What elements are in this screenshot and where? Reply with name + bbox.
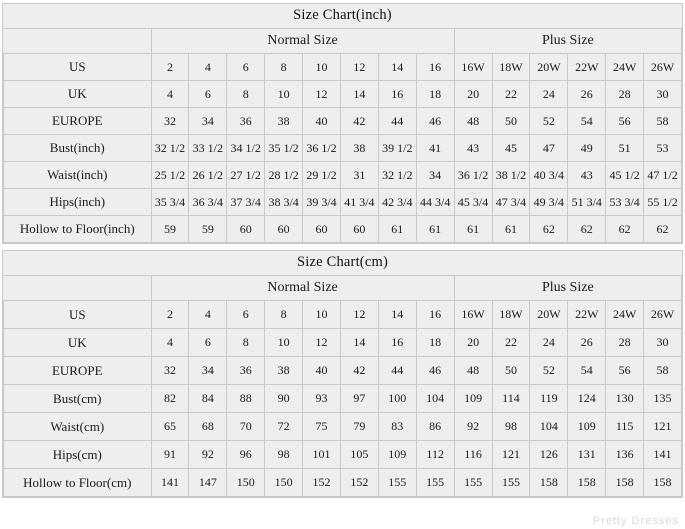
row-header: Hips(cm) bbox=[4, 441, 152, 469]
table-cell: 155 bbox=[378, 469, 416, 497]
table-cell: 131 bbox=[568, 441, 606, 469]
table-cell: 32 bbox=[151, 108, 189, 135]
table-cell: 119 bbox=[530, 385, 568, 413]
chart-title-inch: Size Chart(inch) bbox=[3, 4, 682, 28]
table-cell: 38 bbox=[265, 108, 303, 135]
group-header-row bbox=[4, 29, 682, 54]
table-cell: 52 bbox=[530, 108, 568, 135]
table-cell: 47 bbox=[530, 135, 568, 162]
table-row bbox=[4, 385, 682, 413]
table-cell: 32 bbox=[151, 357, 189, 385]
table-cell: 6 bbox=[189, 329, 227, 357]
table-cell: 101 bbox=[303, 441, 341, 469]
table-cell: 26W bbox=[644, 54, 682, 81]
table-cell: 20W bbox=[530, 54, 568, 81]
table-cell: 24W bbox=[606, 54, 644, 81]
table-cell: 54 bbox=[568, 108, 606, 135]
table-cell: 90 bbox=[265, 385, 303, 413]
table-cell: 158 bbox=[606, 469, 644, 497]
table-cell: 42 bbox=[340, 357, 378, 385]
table-cell: 93 bbox=[303, 385, 341, 413]
table-cell: 62 bbox=[530, 216, 568, 243]
table-cell: 26W bbox=[644, 301, 682, 329]
table-row bbox=[4, 413, 682, 441]
table-cell: 100 bbox=[378, 385, 416, 413]
row-header: Hollow to Floor(cm) bbox=[4, 469, 152, 497]
table-cell: 4 bbox=[151, 329, 189, 357]
table-cell: 79 bbox=[340, 413, 378, 441]
chart-title-cm: Size Chart(cm) bbox=[3, 251, 682, 275]
table-cell: 82 bbox=[151, 385, 189, 413]
group-header-corner bbox=[4, 276, 152, 301]
table-cell: 16W bbox=[454, 301, 492, 329]
table-cell: 33 1/2 bbox=[189, 135, 227, 162]
table-cell: 48 bbox=[454, 357, 492, 385]
table-cell: 61 bbox=[492, 216, 530, 243]
table-cell: 150 bbox=[265, 469, 303, 497]
table-cell: 8 bbox=[265, 54, 303, 81]
table-cell: 141 bbox=[644, 441, 682, 469]
table-cell: 40 bbox=[303, 108, 341, 135]
table-cell: 56 bbox=[606, 357, 644, 385]
table-cell: 18 bbox=[416, 81, 454, 108]
table-cell: 61 bbox=[454, 216, 492, 243]
table-cell: 6 bbox=[227, 54, 265, 81]
table-cell: 14 bbox=[340, 329, 378, 357]
table-cell: 49 bbox=[568, 135, 606, 162]
table-cell: 60 bbox=[227, 216, 265, 243]
table-cell: 70 bbox=[227, 413, 265, 441]
table-cell: 12 bbox=[340, 301, 378, 329]
table-cell: 34 bbox=[416, 162, 454, 189]
table-cell: 58 bbox=[644, 108, 682, 135]
table-cell: 6 bbox=[227, 301, 265, 329]
table-cell: 141 bbox=[151, 469, 189, 497]
table-cell: 61 bbox=[416, 216, 454, 243]
table-cell: 62 bbox=[568, 216, 606, 243]
table-cell: 84 bbox=[189, 385, 227, 413]
table-cell: 10 bbox=[265, 329, 303, 357]
table-cell: 36 3/4 bbox=[189, 189, 227, 216]
table-cell: 112 bbox=[416, 441, 454, 469]
table-cell: 28 bbox=[606, 81, 644, 108]
table-cell: 16 bbox=[416, 54, 454, 81]
table-cell: 97 bbox=[340, 385, 378, 413]
row-header: US bbox=[4, 301, 152, 329]
table-cell: 35 3/4 bbox=[151, 189, 189, 216]
table-cell: 72 bbox=[265, 413, 303, 441]
table-cell: 49 3/4 bbox=[530, 189, 568, 216]
table-cell: 51 bbox=[606, 135, 644, 162]
table-cell: 16 bbox=[378, 81, 416, 108]
table-cell: 55 1/2 bbox=[644, 189, 682, 216]
table-cell: 25 1/2 bbox=[151, 162, 189, 189]
table-cell: 20 bbox=[454, 81, 492, 108]
table-cell: 45 bbox=[492, 135, 530, 162]
table-cell: 52 bbox=[530, 357, 568, 385]
table-cell: 155 bbox=[416, 469, 454, 497]
table-cell: 38 1/2 bbox=[492, 162, 530, 189]
table-cell: 41 bbox=[416, 135, 454, 162]
table-cell: 38 bbox=[265, 357, 303, 385]
table-cell: 12 bbox=[340, 54, 378, 81]
table-cell: 35 1/2 bbox=[265, 135, 303, 162]
table-cell: 147 bbox=[189, 469, 227, 497]
table-cell: 28 1/2 bbox=[265, 162, 303, 189]
table-cell: 16 bbox=[378, 329, 416, 357]
table-cell: 38 3/4 bbox=[265, 189, 303, 216]
row-header: Bust(cm) bbox=[4, 385, 152, 413]
table-cell: 46 bbox=[416, 108, 454, 135]
table-cell: 10 bbox=[303, 54, 341, 81]
row-header: Hollow to Floor(inch) bbox=[4, 216, 152, 243]
table-cell: 24W bbox=[606, 301, 644, 329]
row-header: Hips(inch) bbox=[4, 189, 152, 216]
table-cell: 114 bbox=[492, 385, 530, 413]
table-cell: 14 bbox=[378, 54, 416, 81]
table-cell: 2 bbox=[151, 54, 189, 81]
table-cell: 54 bbox=[568, 357, 606, 385]
table-row bbox=[4, 162, 682, 189]
table-cell: 42 3/4 bbox=[378, 189, 416, 216]
size-table-inch-body bbox=[4, 29, 682, 243]
table-cell: 135 bbox=[644, 385, 682, 413]
table-cell: 18 bbox=[416, 329, 454, 357]
table-cell: 14 bbox=[340, 81, 378, 108]
table-cell: 32 1/2 bbox=[151, 135, 189, 162]
table-cell: 16W bbox=[454, 54, 492, 81]
table-cell: 98 bbox=[265, 441, 303, 469]
table-cell: 20W bbox=[530, 301, 568, 329]
table-cell: 40 bbox=[303, 357, 341, 385]
table-cell: 150 bbox=[227, 469, 265, 497]
table-cell: 6 bbox=[189, 81, 227, 108]
table-cell: 8 bbox=[227, 329, 265, 357]
table-cell: 29 1/2 bbox=[303, 162, 341, 189]
table-cell: 43 bbox=[454, 135, 492, 162]
table-cell: 124 bbox=[568, 385, 606, 413]
table-cell: 43 bbox=[568, 162, 606, 189]
table-cell: 65 bbox=[151, 413, 189, 441]
table-cell: 152 bbox=[340, 469, 378, 497]
table-cell: 130 bbox=[606, 385, 644, 413]
table-cell: 47 1/2 bbox=[644, 162, 682, 189]
table-cell: 16 bbox=[416, 301, 454, 329]
row-header: UK bbox=[4, 329, 152, 357]
table-cell: 60 bbox=[265, 216, 303, 243]
table-cell: 22 bbox=[492, 81, 530, 108]
table-cell: 32 1/2 bbox=[378, 162, 416, 189]
table-cell: 68 bbox=[189, 413, 227, 441]
group-header-row bbox=[4, 276, 682, 301]
table-cell: 18W bbox=[492, 301, 530, 329]
row-header: Waist(cm) bbox=[4, 413, 152, 441]
table-cell: 48 bbox=[454, 108, 492, 135]
table-cell: 26 1/2 bbox=[189, 162, 227, 189]
table-row bbox=[4, 329, 682, 357]
group-header-cell: Plus Size bbox=[454, 29, 681, 54]
table-cell: 126 bbox=[530, 441, 568, 469]
table-cell: 115 bbox=[606, 413, 644, 441]
table-cell: 34 1/2 bbox=[227, 135, 265, 162]
table-cell: 39 3/4 bbox=[303, 189, 341, 216]
row-header: UK bbox=[4, 81, 152, 108]
table-cell: 155 bbox=[454, 469, 492, 497]
table-cell: 10 bbox=[265, 81, 303, 108]
table-cell: 46 bbox=[416, 357, 454, 385]
row-header: EUROPE bbox=[4, 357, 152, 385]
table-cell: 44 bbox=[378, 108, 416, 135]
table-cell: 42 bbox=[340, 108, 378, 135]
table-cell: 44 bbox=[378, 357, 416, 385]
table-cell: 40 3/4 bbox=[530, 162, 568, 189]
table-row bbox=[4, 357, 682, 385]
group-header-cell: Normal Size bbox=[151, 276, 454, 301]
table-cell: 75 bbox=[303, 413, 341, 441]
table-cell: 45 1/2 bbox=[606, 162, 644, 189]
table-cell: 116 bbox=[454, 441, 492, 469]
table-cell: 2 bbox=[151, 301, 189, 329]
table-row bbox=[4, 469, 682, 497]
table-cell: 14 bbox=[378, 301, 416, 329]
table-cell: 34 bbox=[189, 357, 227, 385]
table-cell: 4 bbox=[189, 301, 227, 329]
group-header-cell: Normal Size bbox=[151, 29, 454, 54]
table-cell: 22 bbox=[492, 329, 530, 357]
table-cell: 26 bbox=[568, 329, 606, 357]
table-cell: 60 bbox=[303, 216, 341, 243]
watermark: Pretty Dresses bbox=[592, 515, 679, 527]
table-row bbox=[4, 81, 682, 108]
table-cell: 59 bbox=[189, 216, 227, 243]
table-cell: 45 3/4 bbox=[454, 189, 492, 216]
table-cell: 59 bbox=[151, 216, 189, 243]
table-cell: 155 bbox=[492, 469, 530, 497]
table-cell: 41 3/4 bbox=[340, 189, 378, 216]
table-cell: 158 bbox=[568, 469, 606, 497]
table-row bbox=[4, 108, 682, 135]
table-cell: 12 bbox=[303, 329, 341, 357]
size-table-inch bbox=[3, 28, 682, 243]
table-cell: 39 1/2 bbox=[378, 135, 416, 162]
row-header: US bbox=[4, 54, 152, 81]
table-cell: 4 bbox=[151, 81, 189, 108]
table-cell: 58 bbox=[644, 357, 682, 385]
table-cell: 18W bbox=[492, 54, 530, 81]
table-cell: 27 1/2 bbox=[227, 162, 265, 189]
table-cell: 10 bbox=[303, 301, 341, 329]
table-cell: 61 bbox=[378, 216, 416, 243]
table-cell: 88 bbox=[227, 385, 265, 413]
table-cell: 51 3/4 bbox=[568, 189, 606, 216]
row-header: Waist(inch) bbox=[4, 162, 152, 189]
table-cell: 37 3/4 bbox=[227, 189, 265, 216]
table-cell: 60 bbox=[340, 216, 378, 243]
table-cell: 8 bbox=[265, 301, 303, 329]
table-cell: 92 bbox=[189, 441, 227, 469]
table-cell: 36 1/2 bbox=[454, 162, 492, 189]
table-cell: 109 bbox=[378, 441, 416, 469]
table-cell: 24 bbox=[530, 81, 568, 108]
table-cell: 158 bbox=[644, 469, 682, 497]
table-cell: 53 bbox=[644, 135, 682, 162]
size-table-cm-body bbox=[4, 276, 682, 497]
table-cell: 86 bbox=[416, 413, 454, 441]
table-cell: 56 bbox=[606, 108, 644, 135]
table-cell: 158 bbox=[530, 469, 568, 497]
table-cell: 22W bbox=[568, 54, 606, 81]
table-cell: 36 bbox=[227, 357, 265, 385]
table-cell: 105 bbox=[340, 441, 378, 469]
table-cell: 109 bbox=[568, 413, 606, 441]
table-cell: 38 bbox=[340, 135, 378, 162]
table-cell: 96 bbox=[227, 441, 265, 469]
table-cell: 34 bbox=[189, 108, 227, 135]
size-table-cm bbox=[3, 275, 682, 497]
size-chart-inch bbox=[2, 3, 683, 244]
table-cell: 121 bbox=[492, 441, 530, 469]
table-cell: 98 bbox=[492, 413, 530, 441]
row-header: EUROPE bbox=[4, 108, 152, 135]
table-cell: 62 bbox=[606, 216, 644, 243]
table-cell: 50 bbox=[492, 357, 530, 385]
table-cell: 47 3/4 bbox=[492, 189, 530, 216]
table-row bbox=[4, 189, 682, 216]
table-cell: 91 bbox=[151, 441, 189, 469]
table-cell: 30 bbox=[644, 81, 682, 108]
table-cell: 30 bbox=[644, 329, 682, 357]
table-row bbox=[4, 301, 682, 329]
table-cell: 83 bbox=[378, 413, 416, 441]
group-header-cell: Plus Size bbox=[454, 276, 681, 301]
table-cell: 92 bbox=[454, 413, 492, 441]
row-header: Bust(inch) bbox=[4, 135, 152, 162]
table-cell: 36 1/2 bbox=[303, 135, 341, 162]
table-row bbox=[4, 216, 682, 243]
table-cell: 12 bbox=[303, 81, 341, 108]
table-cell: 136 bbox=[606, 441, 644, 469]
table-cell: 28 bbox=[606, 329, 644, 357]
table-cell: 121 bbox=[644, 413, 682, 441]
table-row bbox=[4, 135, 682, 162]
table-cell: 109 bbox=[454, 385, 492, 413]
table-cell: 50 bbox=[492, 108, 530, 135]
table-cell: 36 bbox=[227, 108, 265, 135]
table-row bbox=[4, 441, 682, 469]
group-header-corner bbox=[4, 29, 152, 54]
table-cell: 53 3/4 bbox=[606, 189, 644, 216]
table-cell: 20 bbox=[454, 329, 492, 357]
table-cell: 152 bbox=[303, 469, 341, 497]
table-row bbox=[4, 54, 682, 81]
table-cell: 24 bbox=[530, 329, 568, 357]
size-chart-cm bbox=[2, 250, 683, 498]
table-cell: 22W bbox=[568, 301, 606, 329]
table-cell: 4 bbox=[189, 54, 227, 81]
table-cell: 104 bbox=[530, 413, 568, 441]
table-cell: 8 bbox=[227, 81, 265, 108]
table-cell: 104 bbox=[416, 385, 454, 413]
table-cell: 44 3/4 bbox=[416, 189, 454, 216]
table-cell: 31 bbox=[340, 162, 378, 189]
table-cell: 26 bbox=[568, 81, 606, 108]
table-cell: 62 bbox=[644, 216, 682, 243]
